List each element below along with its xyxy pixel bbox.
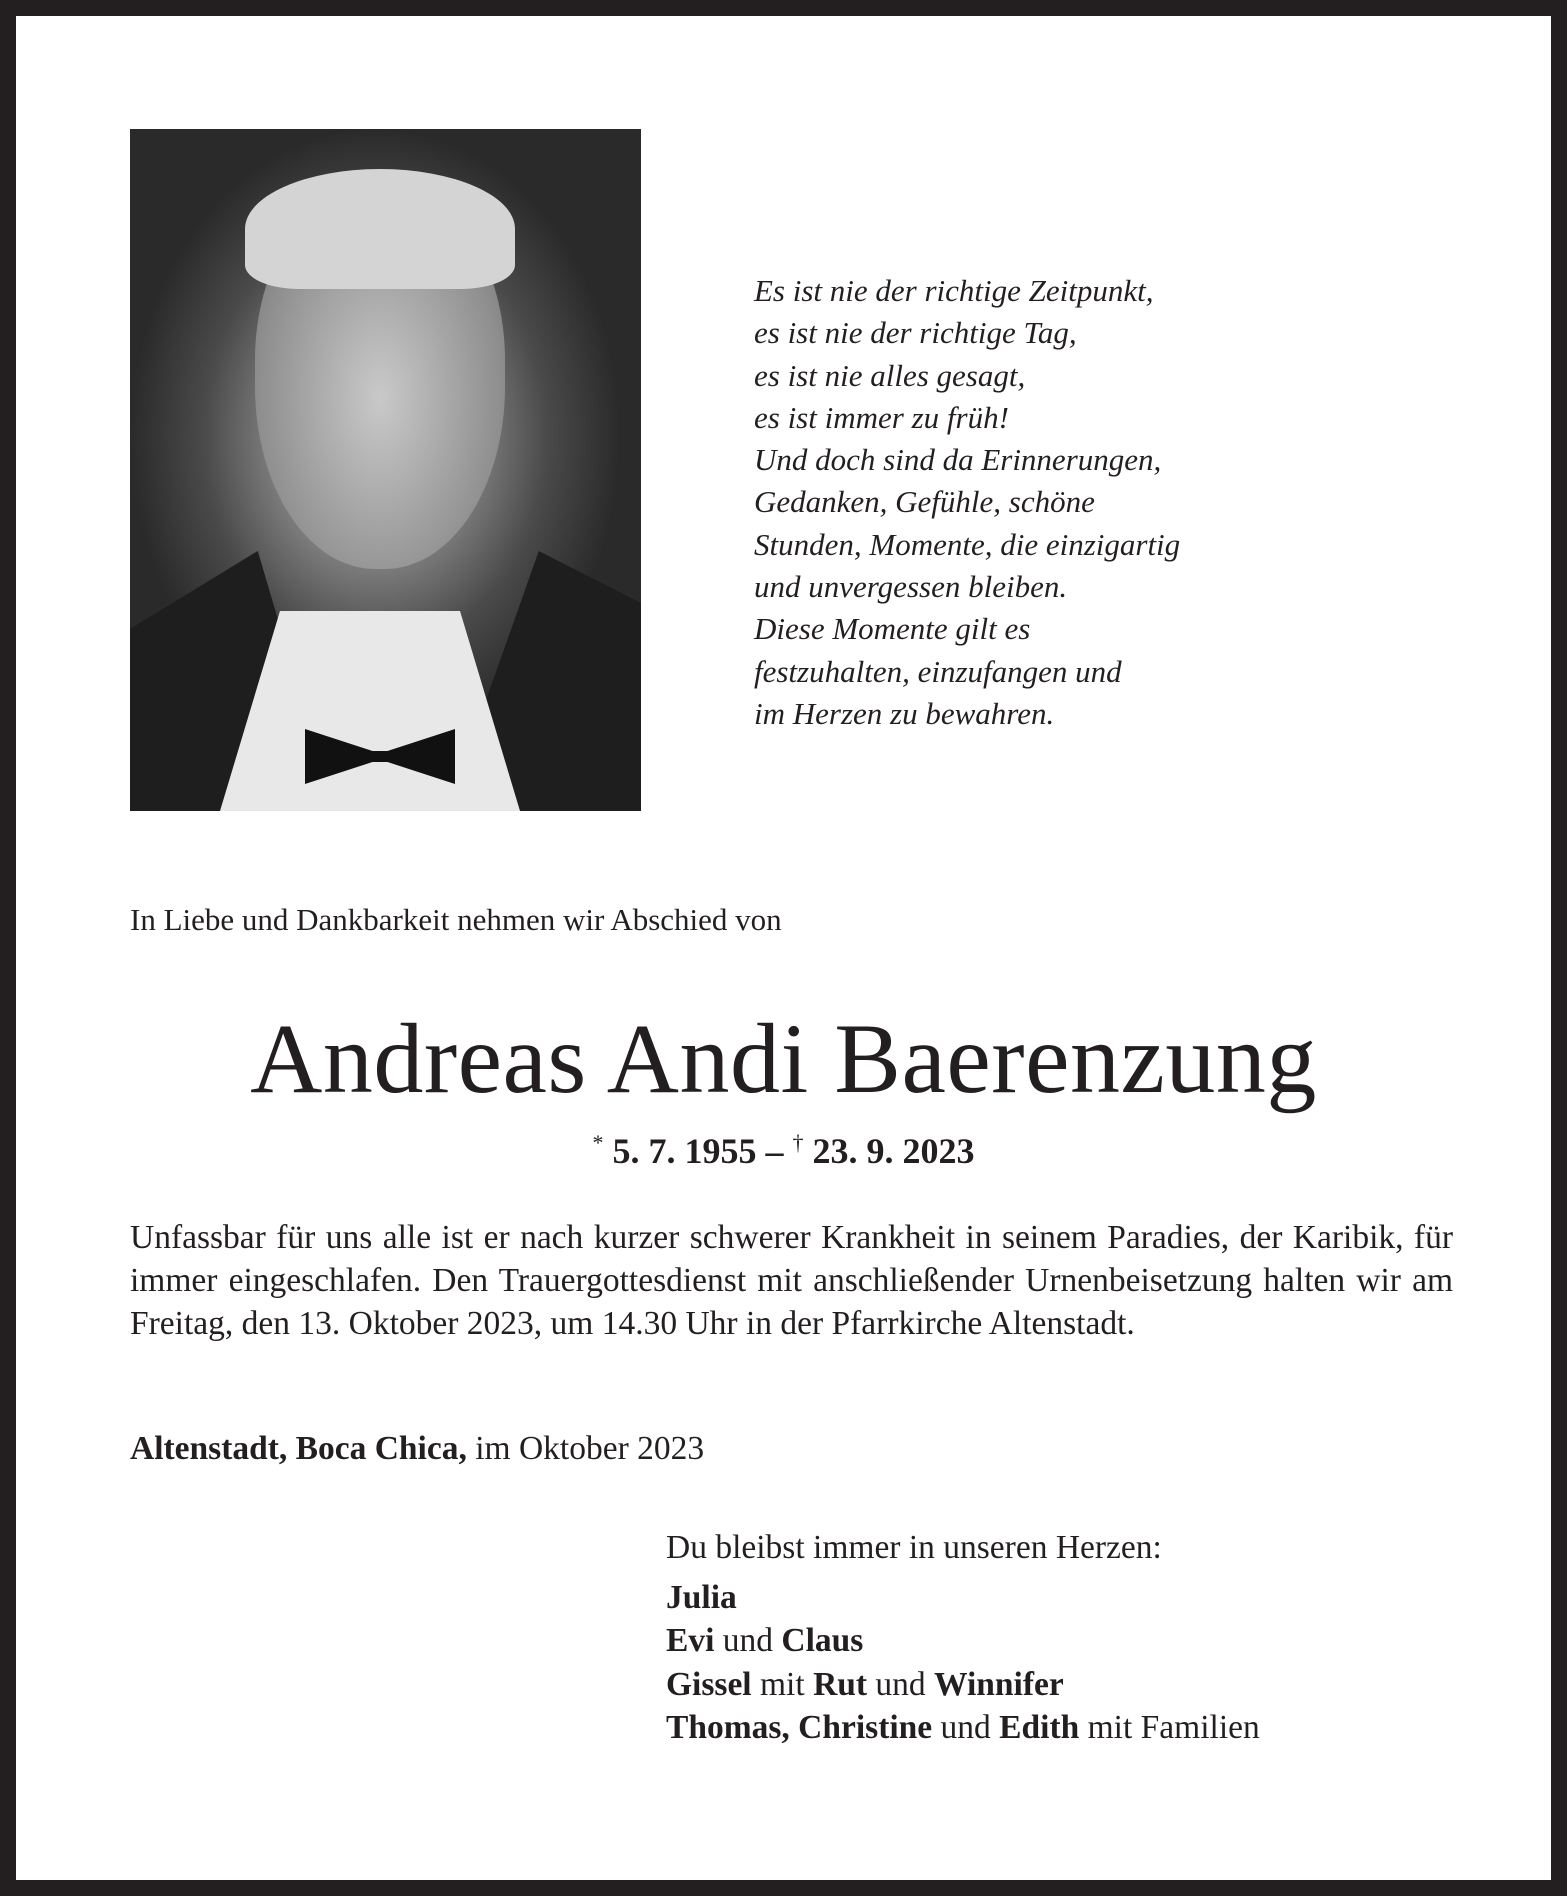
mourner-name: Thomas, Christine — [666, 1709, 933, 1746]
mourner-line — [666, 1663, 1260, 1707]
mourner-name: Edith — [999, 1709, 1080, 1746]
poem-line: Und doch sind da Erinnerungen, — [754, 442, 1162, 478]
poem-line: Stunden, Momente, die einzigartig — [754, 526, 1181, 562]
mourner-name: Claus — [781, 1622, 864, 1659]
connector-text: mit — [751, 1665, 814, 1703]
mourner-name: Julia — [666, 1578, 737, 1616]
mourner-line — [666, 1576, 1260, 1620]
poem-line: Es ist nie der richtige Zeitpunkt, — [754, 273, 1154, 308]
date-separator: – — [756, 1131, 793, 1171]
death-date: 23. 9. 2023 — [812, 1131, 975, 1171]
poem-line: es ist nie der richtige Tag, — [754, 315, 1077, 351]
portrait-photo — [130, 129, 641, 811]
obituary-page — [16, 16, 1551, 1880]
poem-line: Diese Momente gilt es — [754, 611, 1031, 647]
poem-line: es ist immer zu früh! — [754, 399, 1009, 435]
birth-symbol: * — [592, 1130, 604, 1155]
poem-line: Gedanken, Gefühle, schöne — [754, 484, 1095, 520]
poem-line: und unvergessen bleiben. — [754, 569, 1068, 605]
death-symbol: † — [792, 1130, 804, 1155]
mourners-header: Du bleibst immer in unseren Herzen: — [666, 1529, 1162, 1566]
poem-line: im Herzen zu bewahren. — [754, 695, 1055, 731]
mourners — [666, 1526, 1260, 1750]
place-date — [130, 1430, 704, 1468]
intro-text: In Liebe und Dankbarkeit nehmen wir Abschied von — [130, 902, 782, 937]
deceased-name: Andreas Andi Baerenzung — [250, 1003, 1317, 1114]
connector-text: und — [714, 1622, 782, 1659]
life-dates — [16, 1130, 1551, 1172]
mourner-name: Gissel — [666, 1665, 752, 1703]
mourner-name: Winnifer — [934, 1665, 1064, 1703]
place: Altenstadt, Boca Chica, — [130, 1430, 467, 1467]
month-year: im Oktober 2023 — [466, 1430, 705, 1467]
poem — [754, 270, 1180, 735]
mourner-name: Rut — [813, 1665, 868, 1703]
birth-date: 5. 7. 1955 — [612, 1131, 757, 1171]
mourner-line — [666, 1619, 1260, 1663]
connector-text: und — [867, 1665, 935, 1703]
announcement-paragraph: Unfassbar für uns alle ist er nach kurzer schwerer Krankheit in seinem Paradies, der Karibik, für immer eingeschlafen. Den Trauergottesdienst mit anschließender Urnenbeisetzung halten wir am Freitag, den 13. Oktober 2023, um 14.30 Uhr in der Pfarrkirche Altenstadt. — [130, 1219, 1453, 1342]
connector-text: und — [932, 1709, 1000, 1746]
mourner-line — [666, 1706, 1260, 1750]
connector-text: mit Familien — [1079, 1709, 1260, 1746]
mourner-name: Evi — [666, 1622, 715, 1659]
poem-line: festzuhalten, einzufangen und — [754, 653, 1122, 689]
poem-line: es ist nie alles gesagt, — [754, 357, 1026, 393]
